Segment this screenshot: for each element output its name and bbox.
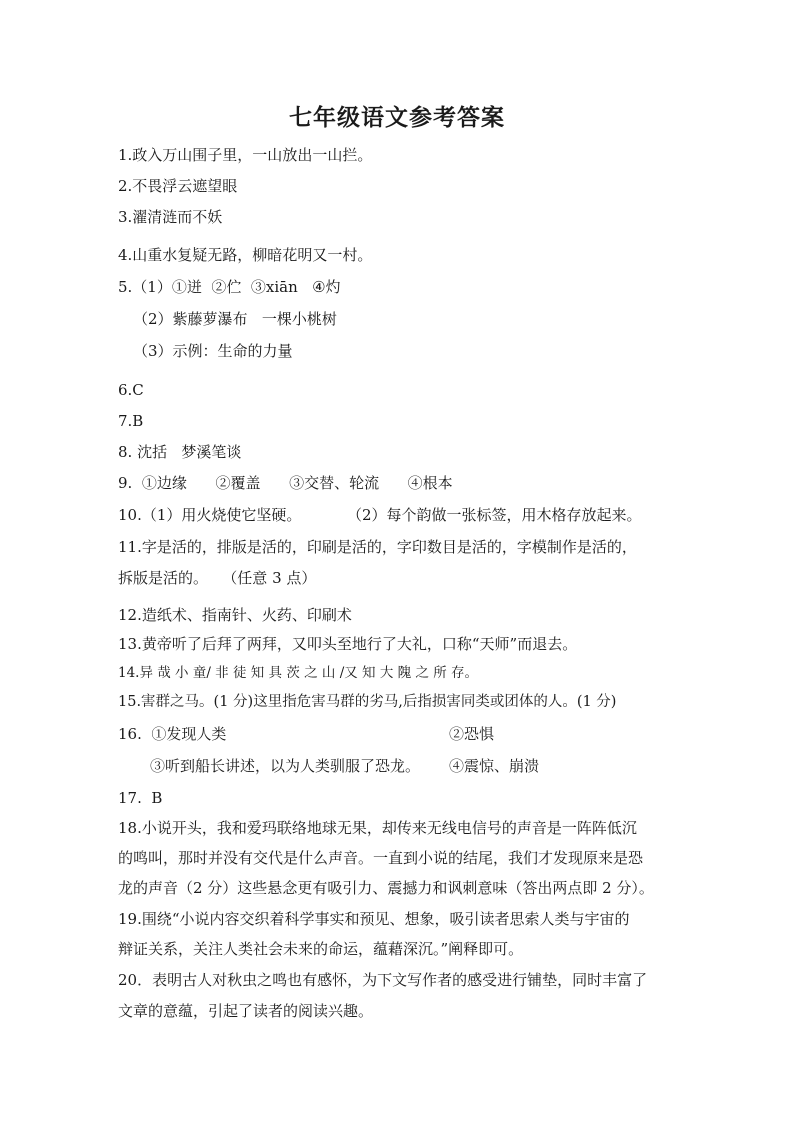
answer-10-part-1: 10.（1）用火烧使它坚硬。 [118,506,302,524]
answer-2: 2.不畏浮云遮望眼 [118,177,238,195]
answer-19-line-2: 辩证关系，关注人类社会未来的命运，蕴藉深沉。”阐释即可。 [118,940,524,958]
answer-5-part-2: （2）紫藤萝瀑布 一棵小桃树 [133,310,337,328]
answer-16-item-4: ④震惊、崩溃 [449,757,540,775]
answer-11-line-1: 11.字是活的，排版是活的，印刷是活的，字印数目是活的，字模制作是活的， [118,538,637,556]
answer-8: 8. 沈括 梦溪笔谈 [118,443,242,461]
answer-10-part-2: （2）每个韵做一张标签，用木格存放起来。 [347,506,642,524]
answer-16-item-1: 16. ①发现人类 [118,725,227,743]
answer-5-part-1: 5.（1）①迸 ②伫 ③xiān ④灼 [118,278,341,296]
answer-7: 7.B [118,412,144,430]
answer-3: 3.濯清涟而不妖 [118,208,223,226]
answer-9: 9. ①边缘 ②覆盖 ③交替、轮流 ④根本 [118,474,453,492]
answer-18-line-2: 的鸣叫，那时并没有交代是什么声音。一直到小说的结尾，我们才发现原来是恐 [118,849,644,867]
answer-12: 12.造纸术、指南针、火药、印刷术 [118,606,352,624]
page-title: 七年级语文参考答案 [289,104,505,131]
answer-6: 6.C [118,381,144,399]
answer-13: 13.黄帝听了后拜了两拜，又叩头至地行了大礼，口称“天师”而退去。 [118,635,578,653]
answer-14: 14.异 哉 小 童/ 非 徒 知 具 茨 之 山 /又 知 大 隗 之 所 存。 [118,665,479,681]
answer-20-line-2: 文章的意蕴，引起了读者的阅读兴趣。 [118,1002,374,1020]
answer-16-item-2: ②恐惧 [449,725,495,743]
answer-16-item-3: ③听到船长讲述，以为人类驯服了恐龙。 [150,757,421,775]
answer-1: 1.政入万山围子里，一山放出一山拦。 [118,146,373,164]
answer-19-line-1: 19.围绕“小说内容交织着科学事实和预见、想象，吸引读者思索人类与宇宙的 [118,910,630,928]
answer-20-line-1: 20．表明古人对秋虫之鸣也有感怀，为下文写作者的感受进行铺垫，同时丰富了 [118,971,648,989]
answer-15: 15.害群之马。(1 分)这里指危害马群的劣马,后指损害同类或团体的人。(1 分) [118,694,617,710]
answer-17: 17. B [118,789,163,807]
answer-4: 4.山重水复疑无路，柳暗花明又一村。 [118,246,373,264]
answer-18-line-1: 18.小说开头，我和爱玛联络地球无果，却传来无线电信号的声音是一阵阵低沉 [118,819,637,837]
answer-18-line-3: 龙的声音（2 分）这些悬念更有吸引力、震撼力和讽刺意味（答出两点即 2 分）。 [118,879,654,897]
answer-5-part-3: （3）示例：生命的力量 [133,342,293,360]
answer-11-line-2: 拆版是活的。 （任意 3 点） [118,569,317,587]
